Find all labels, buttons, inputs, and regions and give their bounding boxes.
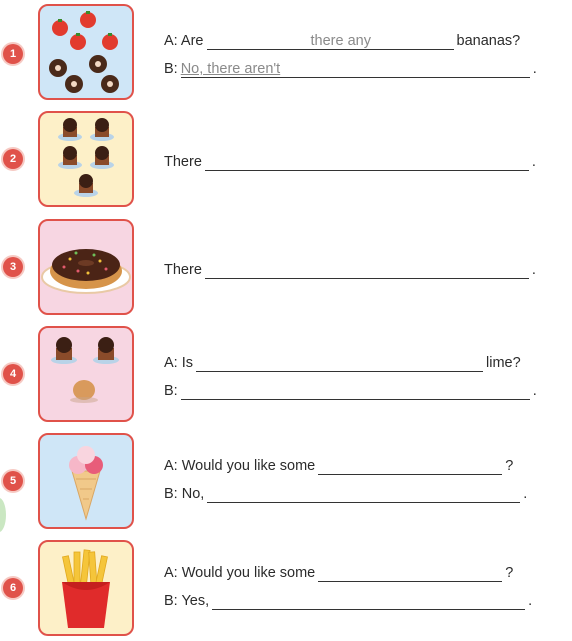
- ice-cream-cone-picture: [38, 433, 134, 529]
- line-suffix: bananas?: [456, 33, 521, 49]
- exercise-number: 4: [3, 364, 23, 384]
- line-suffix: ?: [505, 458, 514, 474]
- filled-answer: No, there aren't: [180, 61, 281, 77]
- filled-answer: there any: [310, 33, 371, 49]
- exercise-number: 6: [3, 578, 23, 598]
- line-prefix: There: [164, 154, 202, 170]
- exercise-4: [0, 326, 572, 426]
- line-suffix: .: [532, 61, 537, 77]
- exercise-5: [0, 433, 572, 533]
- question-line-a: [164, 564, 513, 582]
- exercise-2: [0, 111, 572, 211]
- exercise-3: [0, 219, 572, 319]
- exercise-1: [0, 4, 572, 104]
- question-line-a: [164, 354, 521, 372]
- answer-line-b: [164, 485, 527, 503]
- line-prefix: A: Would you like some: [164, 458, 316, 474]
- answer-blank[interactable]: [205, 262, 529, 279]
- exercise-number: 2: [3, 149, 23, 169]
- french-fries-picture: [38, 540, 134, 636]
- answer-blank[interactable]: [205, 154, 529, 171]
- line-prefix: B: Yes,: [164, 593, 210, 609]
- line-suffix: .: [531, 262, 536, 278]
- answer-blank[interactable]: [181, 61, 530, 78]
- answer-blank[interactable]: [207, 486, 520, 503]
- line-suffix: .: [528, 593, 533, 609]
- line-suffix: .: [531, 154, 536, 170]
- sentence-line: [164, 153, 536, 171]
- cupcakes-and-egg-picture: [38, 326, 134, 422]
- line-prefix: A: Would you like some: [164, 565, 316, 581]
- line-prefix: A: Are: [164, 33, 204, 49]
- sentence-line: [164, 261, 536, 279]
- answer-line-b: [164, 60, 537, 78]
- line-prefix: A: Is: [164, 355, 194, 371]
- line-suffix: .: [532, 383, 537, 399]
- answer-blank[interactable]: [181, 383, 530, 400]
- exercise-number: 5: [3, 471, 23, 491]
- question-line-a: [164, 457, 513, 475]
- line-prefix: B:: [164, 383, 178, 399]
- answer-line-b: [164, 592, 532, 610]
- answer-blank[interactable]: [196, 355, 483, 372]
- line-suffix: ?: [505, 565, 514, 581]
- line-suffix: .: [523, 486, 528, 502]
- answer-blank[interactable]: [207, 33, 454, 50]
- tomatoes-and-donuts-picture: [38, 4, 134, 100]
- answer-blank[interactable]: [212, 593, 525, 610]
- answer-line-b: [164, 382, 537, 400]
- line-suffix: lime?: [486, 355, 521, 371]
- chocolate-donut-picture: [38, 219, 134, 315]
- cupcakes-picture: [38, 111, 134, 207]
- exercise-number: 1: [3, 44, 23, 64]
- answer-blank[interactable]: [318, 565, 502, 582]
- line-prefix: There: [164, 262, 202, 278]
- line-prefix: B: No,: [164, 486, 205, 502]
- line-prefix: B:: [164, 61, 178, 77]
- question-line-a: [164, 32, 520, 50]
- answer-blank[interactable]: [318, 458, 502, 475]
- exercise-number: 3: [3, 257, 23, 277]
- exercise-6: [0, 540, 572, 640]
